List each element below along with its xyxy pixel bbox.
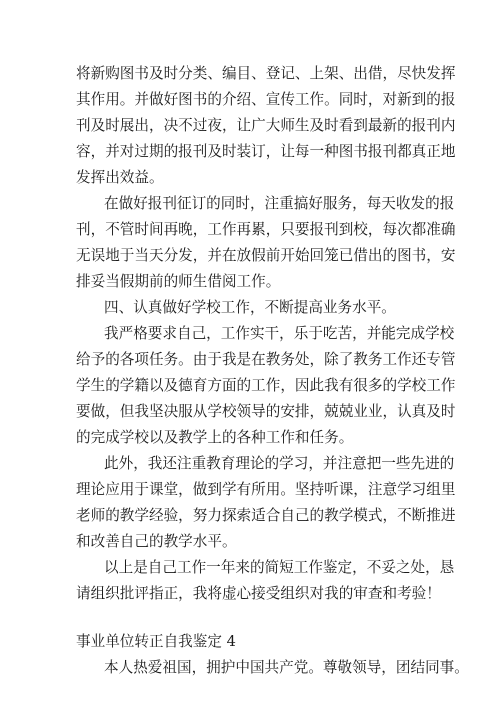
section-title: 事业单位转正自我鉴定 4 (76, 633, 236, 650)
paragraph-first-line: 在做好报刊征订的同时，注重搞好服务，每天收发的报 (104, 195, 455, 212)
body-text-line: 刊及时展出，决不过夜，让广大师生及时看到最新的报刊内 (76, 117, 456, 134)
paragraph-first-line: 本人热爱祖国，拥护中国共产党。尊敬领导，团结同事。 (104, 659, 469, 676)
body-text-line: 和改善自己的教学水平。 (76, 533, 237, 550)
body-text-line: 请组织批评指正，我将虚心接受组织对我的审查和考验！ (76, 585, 441, 602)
body-text-line: 将新购图书及时分类、编目、登记、上架、出借，尽快发挥 (76, 65, 456, 82)
body-text-line: 容，并对过期的报刊及时装订，让每一种图书报刊都真正地 (76, 143, 456, 160)
body-text-line: 的完成学校以及教学上的各种工作和任务。 (76, 429, 354, 446)
paragraph-first-line: 以上是自己工作一年来的简短工作鉴定，不妥之处，恳 (104, 559, 455, 576)
body-text-line: 刊，不管时间再晚，工作再累，只要报刊到校，每次都准确 (76, 221, 456, 238)
body-text-line: 理论应用于课堂，做到学有所用。坚持听课，注意学习组里 (76, 481, 456, 498)
body-text-line: 要做，但我坚决服从学校领导的安排，兢兢业业，认真及时 (76, 403, 456, 420)
section-heading: 四、认真做好学校工作，不断提高业务水平。 (104, 299, 396, 316)
body-text-line: 给予的各项任务。由于我是在教务处，除了教务工作还专管 (76, 351, 456, 368)
body-text-line: 排妥当假期前的师生借阅工作。 (76, 273, 281, 290)
body-text-line: 其作用。并做好图书的介绍、宣传工作。同时，对新到的报 (76, 91, 456, 108)
paragraph-first-line: 我严格要求自己，工作实干，乐于吃苦，并能完成学校 (104, 325, 455, 342)
body-text-line: 老师的教学经验，努力探索适合自己的教学模式，不断推进 (76, 507, 456, 524)
paragraph-first-line: 此外，我还注重教育理论的学习，并注意把一些先进的 (104, 455, 455, 472)
body-text-line: 无误地于当天分发，并在放假前开始回笼已借出的图书，安 (76, 247, 456, 264)
body-text-line: 学生的学籍以及德育方面的工作，因此我有很多的学校工作 (76, 377, 456, 394)
body-text-line: 发挥出效益。 (76, 169, 164, 186)
